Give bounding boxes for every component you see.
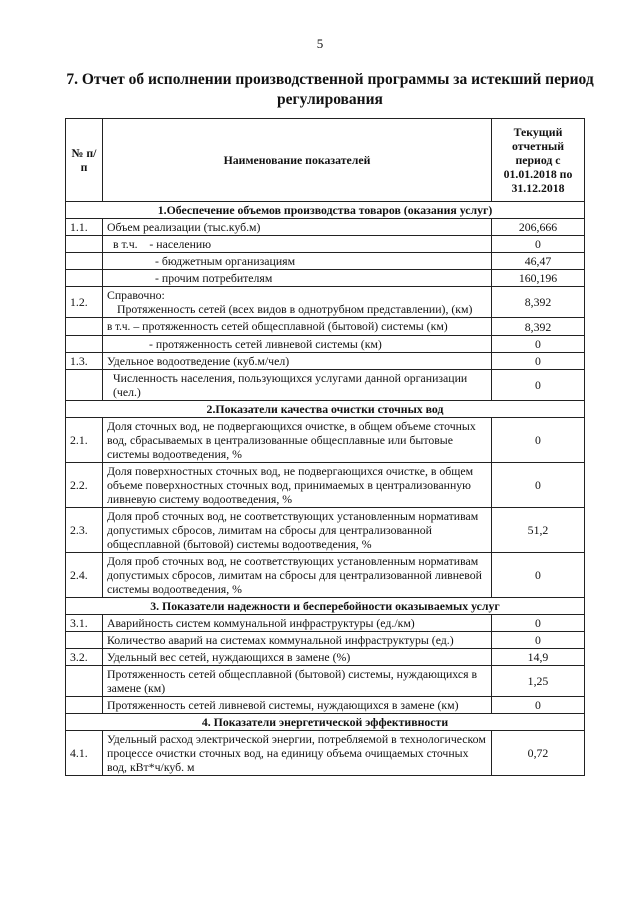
row-value: 0 xyxy=(492,553,585,598)
row-num: 2.1. xyxy=(66,418,103,463)
row-value: 0 xyxy=(492,615,585,632)
row-name: - протяженность сетей ливневой системы (км) xyxy=(103,336,492,353)
row-value: 46,47 xyxy=(492,253,585,270)
row-num: 1.2. xyxy=(66,287,103,318)
table-row xyxy=(66,318,585,336)
row-name: Доля проб сточных вод, не соответствующих установленным нормативам допустимых сбросов, лимитам на сбросы для централизованной общесплавной (бытовой) системы водоотведения, % xyxy=(103,508,492,553)
section-row xyxy=(66,598,585,615)
row-name: Удельный расход электрической энергии, потребляемой в технологическом процессе очистки сточных вод, на единицу объема очищаемых сточных вод, кВт*ч/куб. м xyxy=(103,731,492,776)
table-row xyxy=(66,649,585,666)
row-value: 0 xyxy=(492,236,585,253)
row-name: Аварийность систем коммунальной инфраструктуры (ед./км) xyxy=(103,615,492,632)
row-num: 2.3. xyxy=(66,508,103,553)
row-name: Удельное водоотведение (куб.м/чел) xyxy=(103,353,492,370)
table-row xyxy=(66,236,585,253)
row-name: Доля сточных вод, не подвергающихся очистке, в общем объеме сточных вод, сбрасываемых в централизованные общесплавные или бытовые системы водоотведения, % xyxy=(103,418,492,463)
table-row xyxy=(66,508,585,553)
table-row xyxy=(66,463,585,508)
section-title-1: 1.Обеспечение объемов производства товаров (оказания услуг) xyxy=(66,202,585,219)
row-num: 1.1. xyxy=(66,219,103,236)
row-name: Количество аварий на системах коммунальной инфраструктуры (ед.) xyxy=(103,632,492,649)
row-value: 0 xyxy=(492,353,585,370)
row-name: - прочим потребителям xyxy=(103,270,492,287)
row-value: 0 xyxy=(492,632,585,649)
row-num: 3.2. xyxy=(66,649,103,666)
row-value: 206,666 xyxy=(492,219,585,236)
row-num: 2.4. xyxy=(66,553,103,598)
row-name: Доля поверхностных сточных вод, не подвергающихся очистке, в общем объеме поверхностных сточных вод, принимаемых в централизованную ливневую систему водоотведения, % xyxy=(103,463,492,508)
row-value: 0 xyxy=(492,463,585,508)
row-value: 1,25 xyxy=(492,666,585,697)
table-row xyxy=(66,336,585,353)
production-program-report-table xyxy=(65,118,585,776)
table-row xyxy=(66,697,585,714)
row-value: 8,392 xyxy=(492,287,585,318)
section-title-4: 4. Показатели энергетической эффективности xyxy=(66,714,585,731)
row-reference-label: Справочно: xyxy=(107,288,165,302)
table-row xyxy=(66,615,585,632)
row-value: 0 xyxy=(492,418,585,463)
report-title-line1: 7. Отчет об исполнении производственной программы за истекший период xyxy=(66,71,594,88)
report-title-line2: регулирования xyxy=(277,91,383,108)
header-name: Наименование показателей xyxy=(103,119,492,202)
row-value: 8,392 xyxy=(492,318,585,336)
header-period: Текущий отчетный период с 01.01.2018 по 31.12.2018 xyxy=(492,119,585,202)
row-value: 160,196 xyxy=(492,270,585,287)
section-row xyxy=(66,714,585,731)
page-number: 5 xyxy=(316,36,324,51)
table-row xyxy=(66,219,585,236)
row-prefix: в т.ч. xyxy=(113,237,138,251)
table-header-row xyxy=(66,119,585,202)
table-row xyxy=(66,666,585,697)
section-title-2: 2.Показатели качества очистки сточных вод xyxy=(66,401,585,418)
row-num: 1.3. xyxy=(66,353,103,370)
row-name: Объем реализации (тыс.куб.м) xyxy=(103,219,492,236)
row-value: 0 xyxy=(492,697,585,714)
row-name: в т.ч. – протяженность сетей общесплавной (бытовой) системы (км) xyxy=(103,318,492,336)
row-name: Протяженность сетей ливневой системы, нуждающихся в замене (км) xyxy=(103,697,492,714)
report-title xyxy=(60,70,600,110)
header-num: № п/п xyxy=(66,119,103,202)
row-value: 0 xyxy=(492,370,585,401)
row-value: 0,72 xyxy=(492,731,585,776)
table-row xyxy=(66,632,585,649)
table-row xyxy=(66,370,585,401)
table-row xyxy=(66,253,585,270)
table-row xyxy=(66,270,585,287)
table-row xyxy=(66,553,585,598)
row-num: 2.2. xyxy=(66,463,103,508)
table-row xyxy=(66,418,585,463)
row-value: 14,9 xyxy=(492,649,585,666)
row-name: Доля проб сточных вод, не соответствующих установленным нормативам допустимых сбросов, лимитам на сбросы для централизованной ливневой системы водоотведения, % xyxy=(103,553,492,598)
section-title-3: 3. Показатели надежности и бесперебойности оказываемых услуг xyxy=(66,598,585,615)
row-name: Справочно: Протяженность сетей (всех видов в однотрубном представлении), (км) xyxy=(103,287,492,318)
row-num: 3.1. xyxy=(66,615,103,632)
table-row xyxy=(66,353,585,370)
row-num: 4.1. xyxy=(66,731,103,776)
row-prefix: в т.ч. xyxy=(107,321,131,333)
row-value: 51,2 xyxy=(492,508,585,553)
row-name: - бюджетным организациям xyxy=(103,253,492,270)
row-name: Протяженность сетей общесплавной (бытовой) системы, нуждающихся в замене (км) xyxy=(103,666,492,697)
row-name: Удельный вес сетей, нуждающихся в замене (%) xyxy=(103,649,492,666)
row-value: 0 xyxy=(492,336,585,353)
table-row xyxy=(66,731,585,776)
row-name: в т.ч. - населению xyxy=(103,236,492,253)
section-row xyxy=(66,202,585,219)
section-row xyxy=(66,401,585,418)
table-row xyxy=(66,287,585,318)
row-name: Численность населения, пользующихся услугами данной организации (чел.) xyxy=(103,370,492,401)
